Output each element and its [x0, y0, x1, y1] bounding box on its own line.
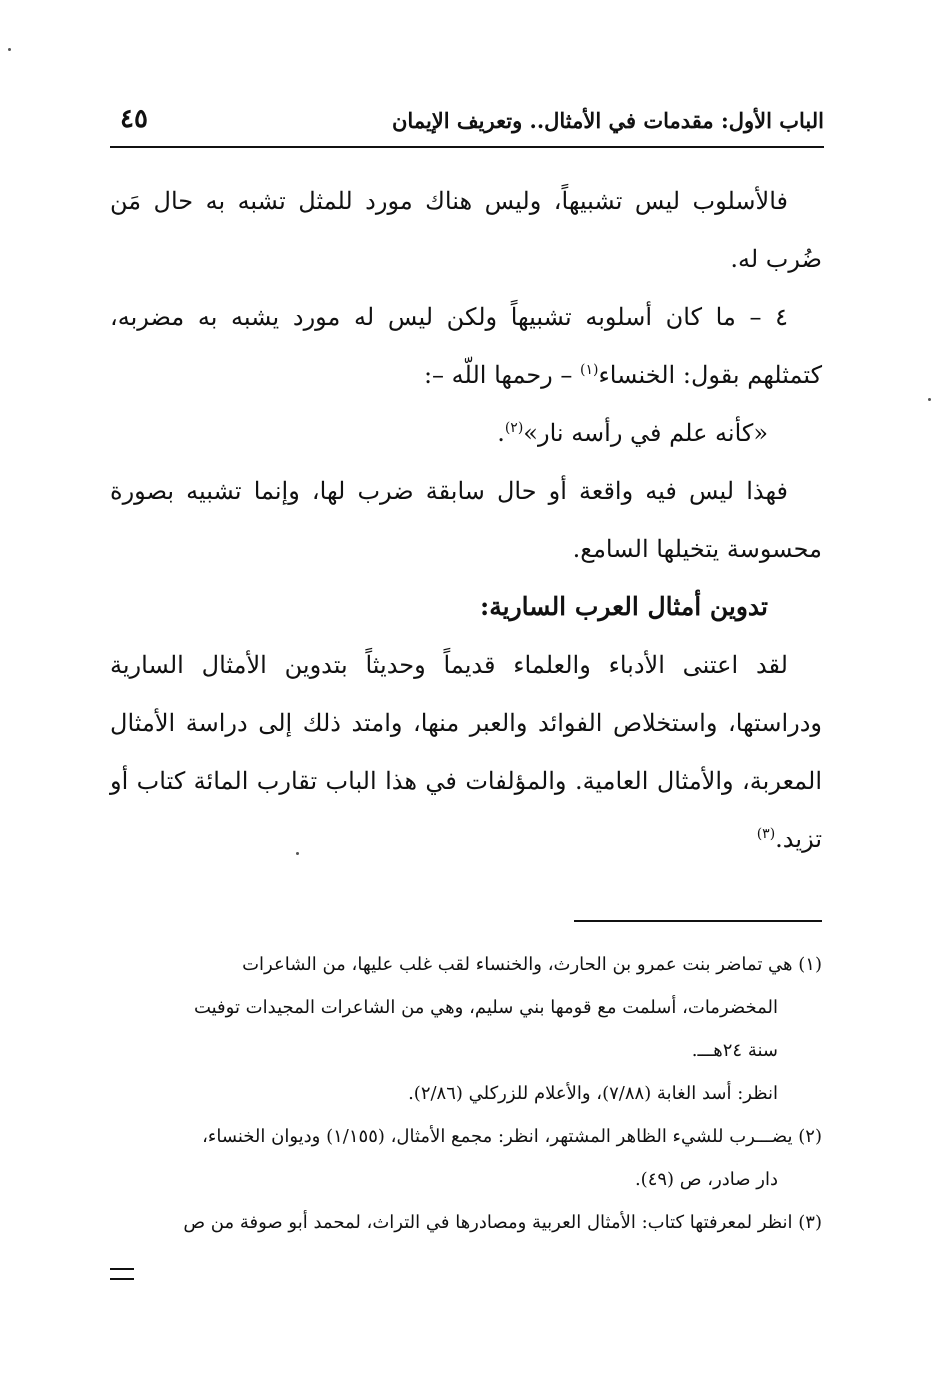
proverb-quote [110, 404, 822, 462]
footnote-1-line-3: سنة ٢٤هـــ. [691, 1040, 778, 1061]
paragraph-type-four-text: ٤ – ما كان أسلوبه تشبيهاً ولكن ليس له مورد يشبه به مضربه، كتمثلهم بقول: الخنساء [110, 303, 822, 389]
footnote-ref-3: (٣) [756, 826, 776, 842]
paragraph-type-four [110, 288, 822, 404]
footnote-ref-2: (٢) [504, 420, 524, 436]
footnote-2-line-2: دار صادر، ص (٤٩). [634, 1169, 778, 1190]
footnote-ref-1: (١) [580, 362, 599, 378]
paragraph-type-four-tail: – رحمها اللّه –: [423, 361, 581, 389]
proverb-quote-text: «كأنه علم في رأسه نار» [523, 419, 768, 447]
paragraph-explanation: فهذا ليس فيه واقعة أو حال سابقة ضرب لها، وإنما تشبيه بصورة محسوسة يتخيلها السامع. [110, 477, 822, 563]
section-heading: تدوين أمثال العرب السارية: [479, 592, 768, 621]
proverb-quote-tail: . [497, 419, 505, 447]
paragraph-compilation [110, 636, 822, 868]
scan-speck [8, 48, 11, 51]
running-title: الباب الأول: مقدمات في الأمثال.. وتعريف الإيمان [392, 108, 824, 133]
footnote-1-references: انظر: أسد الغابة (٧/٨٨)، والأعلام للزركلي (٢/٨٦). [408, 1083, 778, 1104]
footnote-1-line-2: المخضرمات، أسلمت مع قومها بني سليم، وهي من الشاعرات المجيدات توفيت [193, 997, 778, 1018]
page-header [110, 100, 824, 148]
scan-speck [928, 398, 931, 401]
paragraph-style-explanation: فالأسلوب ليس تشبيهاً، وليس هناك مورد للمثل تشبه به حال مَن ضُرب له. [110, 187, 822, 273]
continuation-mark [110, 1268, 134, 1280]
footnote-3-line-1: (٣) انظر لمعرفتها كتاب: الأمثال العربية ومصادرها في التراث، لمحمد أبو صوفة من ص [183, 1212, 822, 1233]
paragraph-compilation-text: لقد اعتنى الأدباء والعلماء قديماً وحديثاً بتدوين الأمثال السارية ودراستها، واستخلاص الفوائد والعبر منها، وامتد ذلك إلى دراسة الأمثال المعربة، والأمثال العامية. والمؤلفات في هذا الباب تقارب المائة كتاب أو تزيد. [110, 651, 822, 853]
footnote-2-line-1: (٢) يضـــرب للشيء الظاهر المشتهر، انظر: مجمع الأمثال، (١/١٥٥) وديوان الخنساء، [202, 1126, 822, 1147]
main-text [110, 172, 822, 868]
scan-speck [296, 852, 299, 855]
page-number: ٤٥ [120, 104, 148, 134]
footnote-divider [574, 920, 822, 922]
footnote-1-line-1: (١) هي تماضر بنت عمرو بن الحارث، والخنساء لقب غلب عليها، من الشاعرات [242, 954, 822, 975]
footnotes [110, 943, 822, 1244]
